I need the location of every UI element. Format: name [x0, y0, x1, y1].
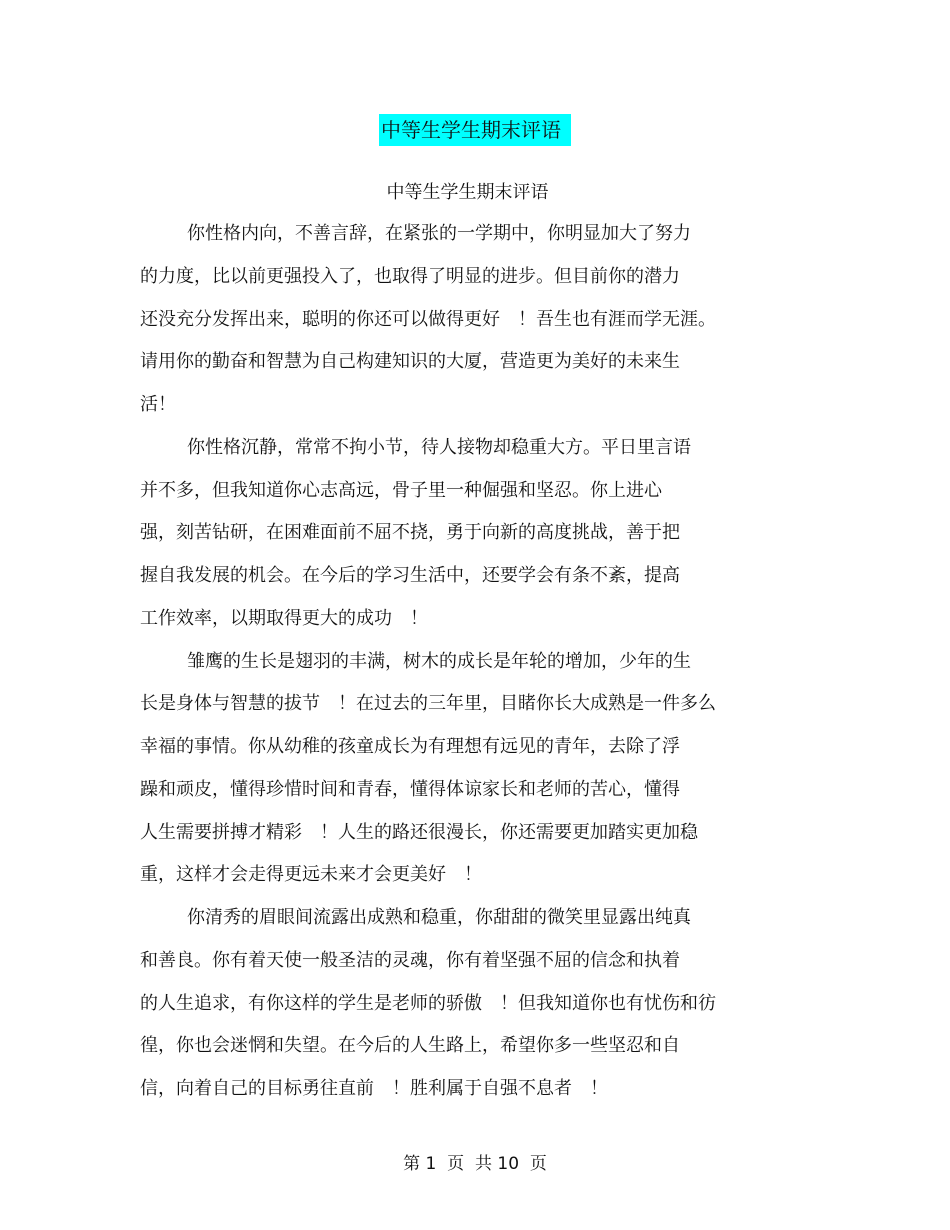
text-line: 信，向着自己的目标勇往直前 ！胜利属于自强不息者 ！ — [140, 1078, 608, 1099]
text-line: 徨，你也会迷惘和失望。在今后的人生路上，希望你多一些坚忍和自 — [140, 1035, 680, 1057]
document-title: 中等生学生期末评语 — [379, 114, 571, 146]
text-line: 长是身体与智慧的拔节 ！在过去的三年里，目睹你长大成熟是一件多么 — [140, 693, 716, 715]
text-line: 雏鹰的生长是翅羽的丰满，树木的成长是年轮的增加，少年的生 — [187, 650, 691, 672]
text-line: 的人生追求，有你这样的学生是老师的骄傲 ！但我知道你也有忧伤和彷 — [140, 992, 716, 1014]
text-line: 你性格沉静，常常不拘小节，待人接物却稳重大方。平日里言语 — [187, 436, 691, 458]
text-line: 的力度，比以前更强投入了，也取得了明显的进步。但目前你的潜力 — [140, 265, 680, 287]
text-line: 重，这样才会走得更远未来才会更美好 ！ — [140, 864, 482, 886]
text-line: 活！ — [140, 394, 176, 415]
text-line: 握自我发展的机会。在今后的学习生活中，还要学会有条不紊，提高 — [140, 565, 680, 586]
text-line: 人生需要拼搏才精彩 ！人生的路还很漫长，你还需要更加踏实更加稳 — [140, 821, 698, 843]
text-line: 躁和顽皮，懂得珍惜时间和青春，懂得体谅家长和老师的苦心，懂得 — [140, 778, 680, 800]
text-line: 工作效率，以期取得更大的成功 ！ — [140, 607, 428, 629]
document-subtitle: 中等生学生期末评语 — [386, 182, 549, 203]
text-line: 你清秀的眉眼间流露出成熟和稳重，你甜甜的微笑里显露出纯真 — [187, 907, 691, 928]
paragraph — [140, 647, 800, 904]
text-line: 请用你的勤奋和智慧为自己构建知识的大厦，营造更为美好的未来生 — [140, 351, 680, 373]
text-line: 强，刻苦钻研，在困难面前不屈不挠，勇于向新的高度挑战，善于把 — [140, 522, 680, 544]
page-footer: 第 1 页 共 10 页 — [403, 1154, 547, 1174]
title-container — [0, 114, 950, 146]
paragraph — [140, 433, 800, 647]
text-line: 还没充分发挥出来，聪明的你还可以做得更好 ！吾生也有涯而学无涯。 — [140, 308, 716, 330]
paragraph — [140, 219, 800, 433]
document-body — [140, 219, 800, 1117]
text-line: 幸福的事情。你从幼稚的孩童成长为有理想有远见的青年，去除了浮 — [140, 736, 680, 757]
text-line: 并不多，但我知道你心志高远，骨子里一种倔强和坚忍。你上进心 — [140, 479, 662, 501]
text-line: 和善良。你有着天使一般圣洁的灵魂，你有着坚强不屈的信念和执着 — [140, 949, 680, 971]
paragraph — [140, 903, 800, 1117]
text-line: 你性格内向，不善言辞，在紧张的一学期中，你明显加大了努力 — [187, 223, 691, 244]
